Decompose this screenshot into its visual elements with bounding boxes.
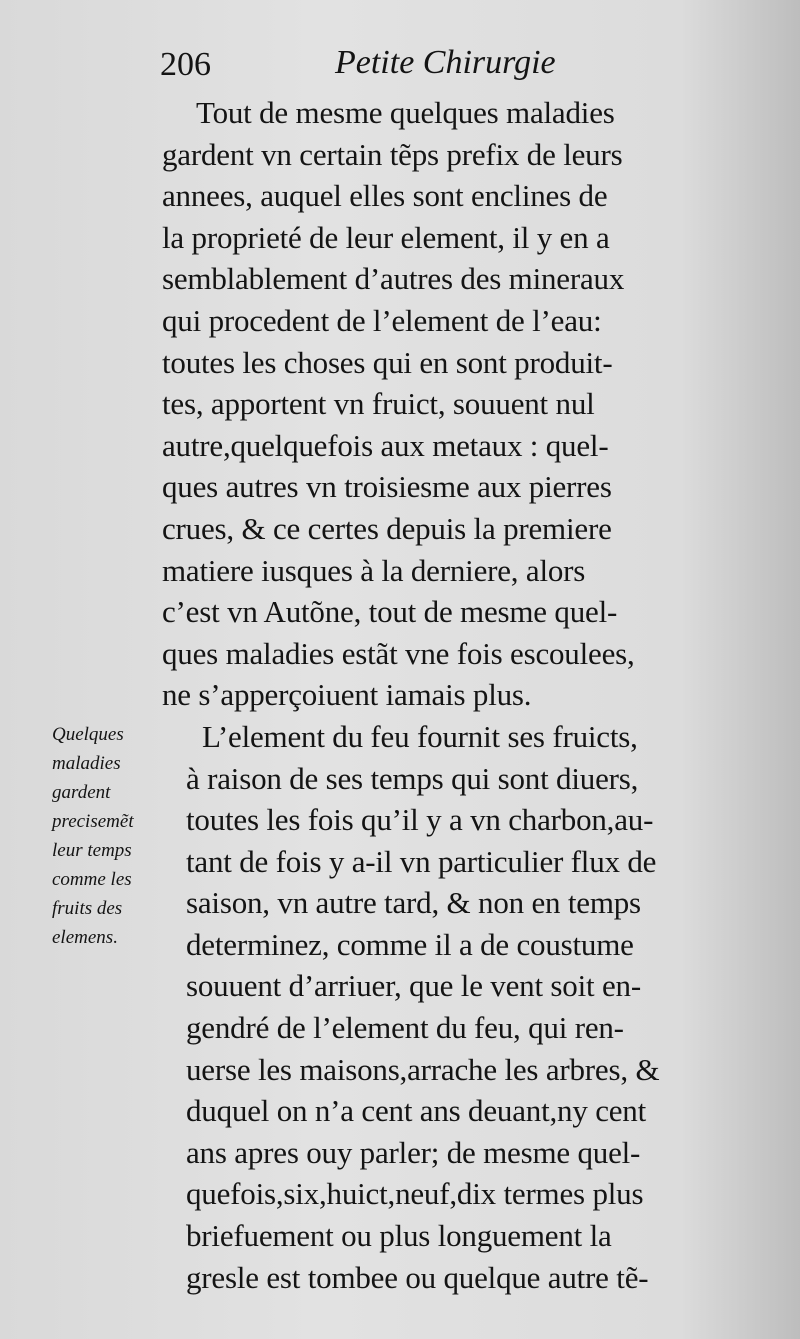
running-head: Petite Chirurgie xyxy=(335,44,556,81)
text-line: gresle est tombee ou quelque autre tẽ- xyxy=(186,1259,649,1295)
text-line: briefuement ou plus longuement la xyxy=(186,1218,612,1254)
text-line: uerse les maisons,arrache les arbres, & xyxy=(186,1051,660,1087)
text-line: tant de fois y a-il vn particulier flux de xyxy=(186,843,657,879)
text-line: gendré de l’element du feu, qui ren- xyxy=(186,1010,624,1046)
text-line: crues, & ce certes depuis la premiere xyxy=(162,510,612,546)
text-line: matiere iusques à la derniere, alors xyxy=(162,552,586,588)
text-line: toutes les fois qu’il y a vn charbon,au- xyxy=(186,802,654,838)
text-line: quefois,six,huict,neuf,dix termes plus xyxy=(186,1176,644,1212)
text-line: saison, vn autre tard, & non en temps xyxy=(186,885,641,921)
text-line: Tout de mesme quelques maladies xyxy=(196,95,615,130)
page-number: 206 xyxy=(160,46,211,83)
text-line: duquel on n’a cent ans deuant,ny cent xyxy=(186,1093,647,1129)
text-line: autre,quelquefois aux metaux : quel- xyxy=(162,427,609,463)
margin-note-line: precisemẽt xyxy=(52,811,134,832)
text-line: ne s’apperçoiuent iamais plus. xyxy=(162,677,532,713)
text-line: annees, auquel elles sont enclines de xyxy=(162,178,608,214)
margin-note-line: leur temps xyxy=(52,840,132,861)
text-line: gardent vn certain tẽps prefix de leurs xyxy=(162,136,623,172)
text-line: ques autres vn troisiesme aux pierres xyxy=(162,469,612,505)
text-line: tes, apportent vn fruict, souuent nul xyxy=(162,386,595,422)
text-line: c’est vn Autõne, tout de mesme quel- xyxy=(162,594,618,630)
text-line: la proprieté de leur element, il y en a xyxy=(162,219,610,255)
margin-note-line: comme les xyxy=(52,869,132,890)
margin-note-line: elemens. xyxy=(52,927,118,948)
text-line: toutes les choses qui en sont produit- xyxy=(162,344,613,380)
text-line: ans apres ouy parler; de mesme quel- xyxy=(186,1134,641,1170)
margin-note-line: fruits des xyxy=(52,898,123,919)
text-line: determinez, comme il a de coustume xyxy=(186,926,634,962)
page-header xyxy=(160,40,760,90)
text-line: semblablement d’autres des mineraux xyxy=(162,261,625,297)
text-line: qui procedent de l’element de l’eau: xyxy=(162,302,602,338)
margin-note-line: Quelques xyxy=(52,724,124,745)
margin-note xyxy=(52,720,182,952)
text-line: à raison de ses temps qui sont diuers, xyxy=(186,760,639,796)
body-text xyxy=(162,92,762,1298)
text-line: ques maladies estãt vne fois escoulees, xyxy=(162,635,635,671)
text-line: L’element du feu fournit ses fruicts, xyxy=(202,718,638,754)
text-line: souuent d’arriuer, que le vent soit en- xyxy=(186,968,641,1004)
margin-note-line: gardent xyxy=(52,782,111,803)
margin-note-line: maladies xyxy=(52,753,121,774)
